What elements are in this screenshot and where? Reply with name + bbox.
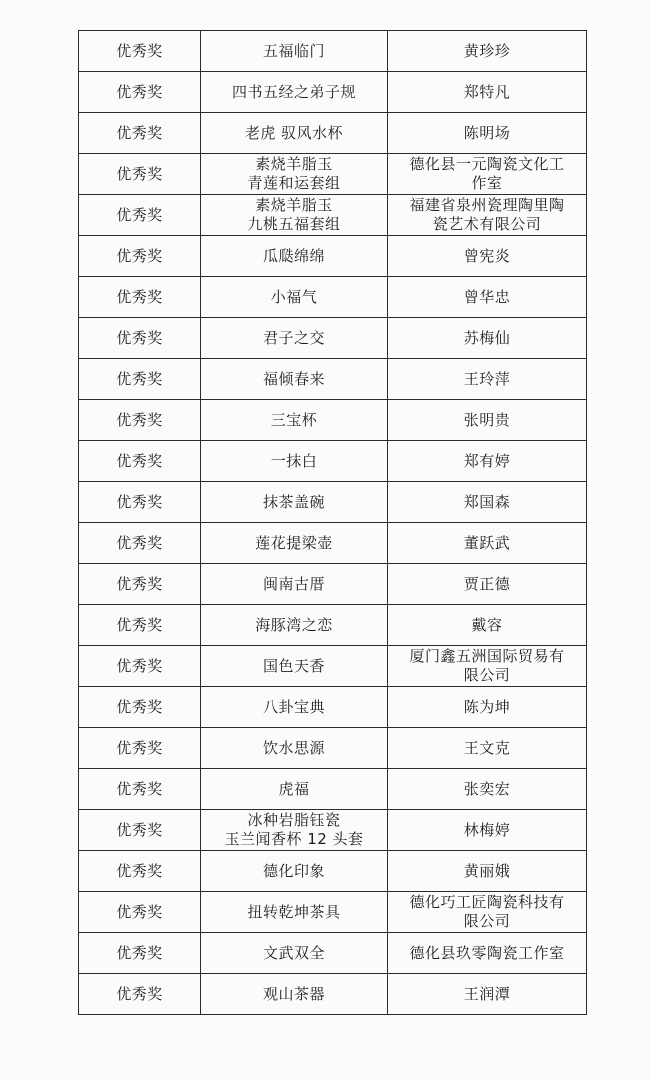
award-table-body (79, 31, 587, 1015)
award-level-cell-text: 优秀奖 (116, 861, 163, 880)
work-title-cell-text: 素烧羊脂玉 九桃五福套组 (247, 196, 341, 233)
award-level-cell-text: 优秀奖 (116, 451, 163, 470)
award-level-cell-text: 优秀奖 (116, 943, 163, 962)
work-title-cell (201, 523, 388, 564)
author-cell-text: 林梅婷 (463, 820, 511, 839)
work-title-cell (201, 113, 388, 154)
work-title-cell-text: 文武双全 (262, 943, 325, 962)
award-level-cell (79, 933, 201, 974)
author-cell-text: 德化县一元陶瓷文化工 作室 (409, 155, 565, 192)
table-row (79, 523, 587, 564)
award-level-cell-text: 优秀奖 (116, 246, 163, 265)
award-level-cell-text: 优秀奖 (116, 615, 163, 634)
award-level-cell (79, 359, 201, 400)
author-cell (388, 441, 587, 482)
award-level-cell (79, 236, 201, 277)
table-row (79, 564, 587, 605)
work-title-cell-text: 抹茶盖碗 (262, 492, 325, 511)
work-title-cell-text: 四书五经之弟子规 (231, 82, 356, 101)
work-title-cell-text: 君子之交 (262, 328, 325, 347)
table-row (79, 728, 587, 769)
award-level-cell (79, 441, 201, 482)
author-cell (388, 31, 587, 72)
work-title-cell (201, 851, 388, 892)
table-row (79, 359, 587, 400)
work-title-cell (201, 810, 388, 851)
table-row (79, 113, 587, 154)
award-level-cell-text: 优秀奖 (116, 697, 163, 716)
work-title-cell (201, 195, 388, 236)
table-row (79, 236, 587, 277)
author-cell (388, 974, 587, 1015)
author-cell (388, 482, 587, 523)
work-title-cell-text: 饮水思源 (262, 738, 325, 757)
work-title-cell (201, 728, 388, 769)
table-row (79, 646, 587, 687)
award-level-cell (79, 974, 201, 1015)
author-cell-text: 张明贵 (463, 410, 511, 429)
author-cell (388, 728, 587, 769)
work-title-cell (201, 605, 388, 646)
author-cell (388, 318, 587, 359)
award-level-cell-text: 优秀奖 (116, 41, 163, 60)
author-cell (388, 605, 587, 646)
table-row (79, 72, 587, 113)
author-cell-text: 王玲萍 (463, 369, 511, 388)
author-cell (388, 646, 587, 687)
work-title-cell-text: 五福临门 (262, 41, 325, 60)
work-title-cell-text: 老虎 驭风水杯 (244, 123, 344, 142)
award-level-cell-text: 优秀奖 (116, 164, 163, 183)
work-title-cell (201, 318, 388, 359)
award-level-cell-text: 优秀奖 (116, 533, 163, 552)
award-level-cell (79, 318, 201, 359)
award-level-cell (79, 564, 201, 605)
award-level-cell (79, 769, 201, 810)
work-title-cell-text: 虎福 (278, 779, 310, 798)
work-title-cell (201, 564, 388, 605)
table-row (79, 31, 587, 72)
author-cell-text: 郑国森 (463, 492, 511, 511)
work-title-cell-text: 瓜瓞绵绵 (262, 246, 325, 265)
award-level-cell-text: 优秀奖 (116, 984, 163, 1003)
author-cell (388, 359, 587, 400)
work-title-cell (201, 892, 388, 933)
table-row (79, 318, 587, 359)
award-level-cell-text: 优秀奖 (116, 820, 163, 839)
table-row (79, 687, 587, 728)
award-level-cell-text: 优秀奖 (116, 287, 163, 306)
work-title-cell-text: 冰种岩脂钰瓷 玉兰闻香杯 12 头套 (224, 811, 364, 848)
author-cell (388, 564, 587, 605)
work-title-cell (201, 359, 388, 400)
work-title-cell (201, 769, 388, 810)
award-level-cell (79, 31, 201, 72)
award-level-cell (79, 400, 201, 441)
table-row (79, 482, 587, 523)
award-level-cell (79, 687, 201, 728)
author-cell-text: 王文克 (463, 738, 511, 757)
work-title-cell-text: 小福气 (270, 287, 318, 306)
award-level-cell-text: 优秀奖 (116, 369, 163, 388)
award-level-cell (79, 646, 201, 687)
table-row (79, 605, 587, 646)
award-level-cell (79, 195, 201, 236)
author-cell-text: 黄珍珍 (463, 41, 511, 60)
award-level-cell-text: 优秀奖 (116, 656, 163, 675)
table-row (79, 933, 587, 974)
author-cell (388, 892, 587, 933)
award-level-cell (79, 482, 201, 523)
award-level-cell-text: 优秀奖 (116, 205, 163, 224)
work-title-cell (201, 687, 388, 728)
table-row (79, 400, 587, 441)
author-cell-text: 戴容 (471, 615, 503, 634)
award-level-cell-text: 优秀奖 (116, 902, 163, 921)
award-level-cell-text: 优秀奖 (116, 738, 163, 757)
table-row (79, 851, 587, 892)
author-cell-text: 德化巧工匠陶瓷科技有 限公司 (409, 893, 565, 930)
work-title-cell-text: 莲花提梁壶 (255, 533, 333, 552)
work-title-cell-text: 一抹白 (270, 451, 318, 470)
work-title-cell-text: 扭转乾坤茶具 (247, 902, 341, 921)
award-level-cell-text: 优秀奖 (116, 123, 163, 142)
author-cell (388, 687, 587, 728)
author-cell-text: 王润潭 (463, 984, 511, 1003)
table-row (79, 195, 587, 236)
author-cell-text: 福建省泉州瓷理陶里陶 瓷艺术有限公司 (409, 196, 565, 233)
author-cell-text: 德化县玖零陶瓷工作室 (409, 943, 565, 962)
work-title-cell (201, 933, 388, 974)
work-title-cell-text: 海豚湾之恋 (255, 615, 333, 634)
work-title-cell-text: 福倾春来 (262, 369, 325, 388)
author-cell (388, 810, 587, 851)
work-title-cell (201, 236, 388, 277)
author-cell (388, 277, 587, 318)
work-title-cell-text: 素烧羊脂玉 青莲和运套组 (247, 155, 341, 192)
author-cell-text: 黄丽娥 (463, 861, 511, 880)
author-cell (388, 400, 587, 441)
table-row (79, 974, 587, 1015)
author-cell (388, 769, 587, 810)
author-cell-text: 曾华忠 (463, 287, 511, 306)
table-row (79, 810, 587, 851)
work-title-cell (201, 400, 388, 441)
award-level-cell (79, 523, 201, 564)
work-title-cell (201, 154, 388, 195)
work-title-cell-text: 八卦宝典 (262, 697, 325, 716)
author-cell-text: 苏梅仙 (463, 328, 511, 347)
author-cell (388, 113, 587, 154)
author-cell (388, 851, 587, 892)
author-cell (388, 933, 587, 974)
author-cell (388, 72, 587, 113)
award-level-cell-text: 优秀奖 (116, 492, 163, 511)
award-level-cell (79, 113, 201, 154)
work-title-cell-text: 三宝杯 (270, 410, 318, 429)
author-cell-text: 陈明场 (463, 123, 511, 142)
work-title-cell-text: 观山茶器 (262, 984, 325, 1003)
work-title-cell (201, 31, 388, 72)
work-title-cell-text: 闽南古厝 (262, 574, 325, 593)
award-level-cell-text: 优秀奖 (116, 779, 163, 798)
award-table (78, 30, 587, 1015)
award-level-cell (79, 154, 201, 195)
award-level-cell-text: 优秀奖 (116, 574, 163, 593)
author-cell (388, 195, 587, 236)
table-row (79, 277, 587, 318)
work-title-cell-text: 国色天香 (262, 656, 325, 675)
table-row (79, 441, 587, 482)
author-cell (388, 523, 587, 564)
work-title-cell (201, 482, 388, 523)
award-level-cell (79, 810, 201, 851)
author-cell-text: 曾宪炎 (463, 246, 511, 265)
work-title-cell (201, 441, 388, 482)
table-row (79, 892, 587, 933)
award-level-cell (79, 605, 201, 646)
award-level-cell-text: 优秀奖 (116, 410, 163, 429)
author-cell-text: 厦门鑫五洲国际贸易有 限公司 (409, 647, 565, 684)
author-cell-text: 贾正德 (463, 574, 511, 593)
work-title-cell (201, 277, 388, 318)
author-cell-text: 郑特凡 (463, 82, 511, 101)
work-title-cell (201, 72, 388, 113)
award-level-cell (79, 72, 201, 113)
work-title-cell (201, 974, 388, 1015)
award-level-cell (79, 851, 201, 892)
table-row (79, 769, 587, 810)
author-cell-text: 郑有婷 (463, 451, 511, 470)
author-cell (388, 154, 587, 195)
author-cell-text: 张奕宏 (463, 779, 511, 798)
award-level-cell (79, 728, 201, 769)
work-title-cell-text: 德化印象 (262, 861, 325, 880)
award-level-cell-text: 优秀奖 (116, 82, 163, 101)
work-title-cell (201, 646, 388, 687)
author-cell (388, 236, 587, 277)
award-level-cell (79, 277, 201, 318)
award-level-cell (79, 892, 201, 933)
author-cell-text: 董跃武 (463, 533, 511, 552)
table-row (79, 154, 587, 195)
award-level-cell-text: 优秀奖 (116, 328, 163, 347)
author-cell-text: 陈为坤 (463, 697, 511, 716)
